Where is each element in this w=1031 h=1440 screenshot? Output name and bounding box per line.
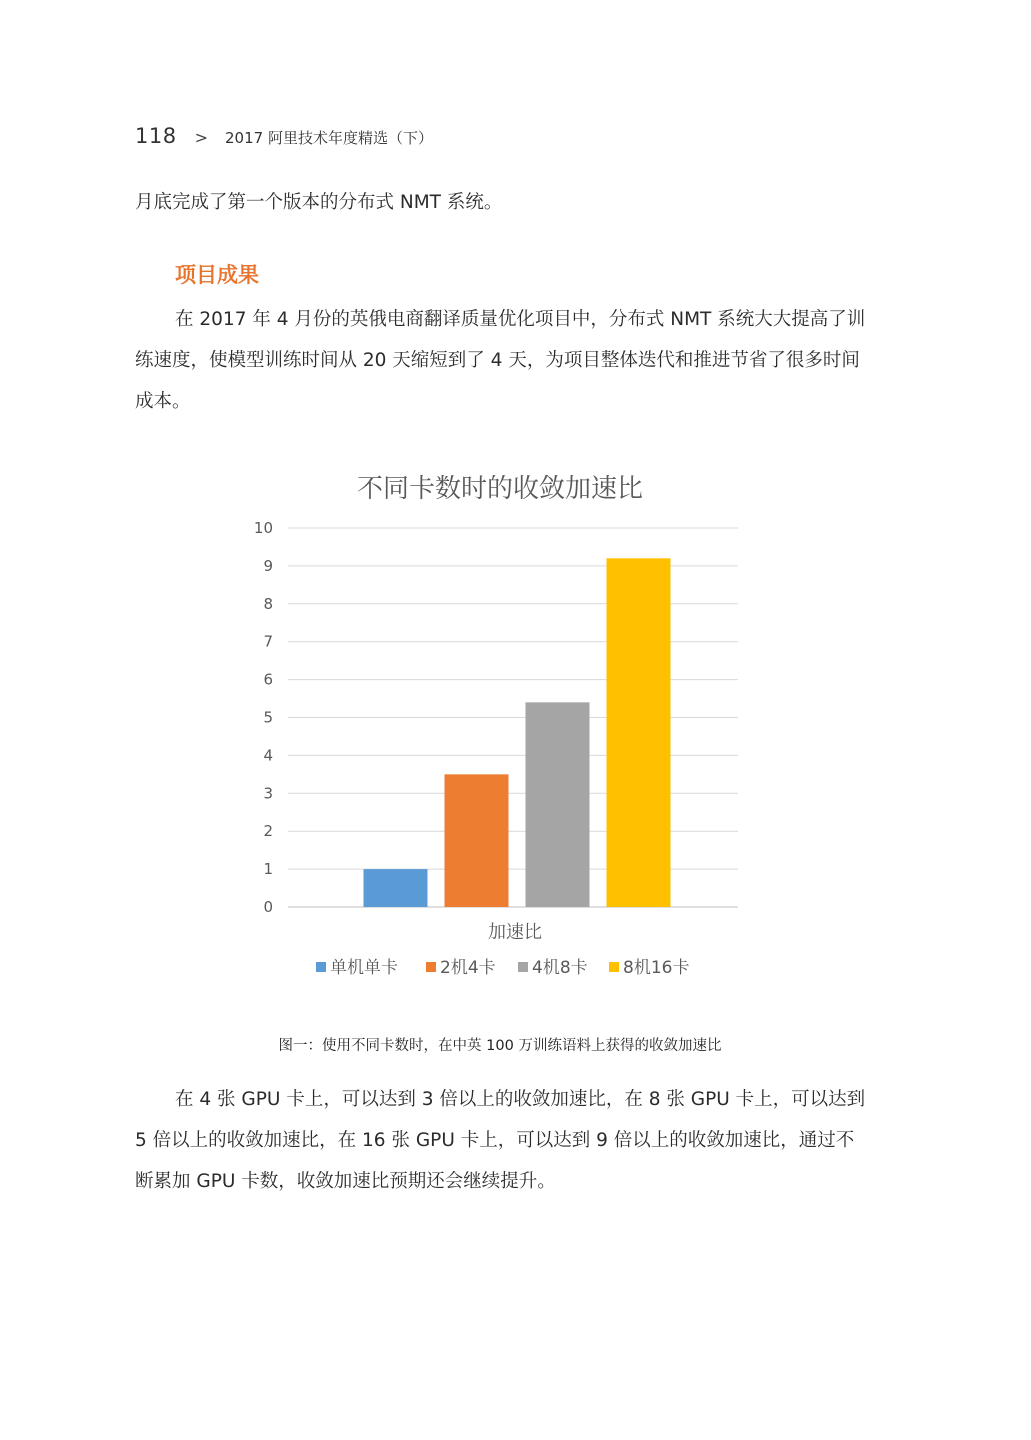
y-tick-label: 2 <box>263 822 273 841</box>
section-heading: 项目成果 <box>175 263 259 287</box>
legend-label: 8机16卡 <box>623 958 690 978</box>
x-category-label: 加速比 <box>488 922 542 943</box>
bar-2机4卡 <box>445 774 509 907</box>
legend-label: 单机单卡 <box>330 958 398 978</box>
bar-4机8卡 <box>526 702 590 907</box>
legend-swatch <box>609 962 619 972</box>
legend-label: 4机8卡 <box>532 958 588 978</box>
y-tick-label: 7 <box>263 632 273 651</box>
bar-8机16卡 <box>607 558 671 907</box>
y-tick-label: 9 <box>263 556 273 575</box>
paragraph-conclusion: 在 4 张 GPU 卡上，可以达到 3 倍以上的收敛加速比，在 8 张 GPU 卡上，可以达到 5 倍以上的收敛加速比，在 16 张 GPU 卡上，可以达到 9 倍以上的收敛加速比，通过不断累加 GPU 卡数，收敛加速比预期还会继续提升。 <box>135 1089 866 1192</box>
y-tick-label: 8 <box>263 594 273 613</box>
paragraph-result: 在 2017 年 4 月份的英俄电商翻译质量优化项目中，分布式 NMT 系统大大提高了训练速度，使模型训练时间从 20 天缩短到了 4 天，为项目整体迭代和推进节省了很多时间成本。 <box>135 309 866 412</box>
y-tick-label: 6 <box>263 670 273 689</box>
y-tick-label: 0 <box>263 898 273 916</box>
y-tick-label: 1 <box>263 860 273 879</box>
legend-swatch <box>426 962 436 972</box>
legend-swatch <box>316 962 326 972</box>
book-title: 2017 阿里技术年度精选（下） <box>225 129 433 147</box>
page-number: 118 <box>135 124 177 148</box>
header-separator: > <box>194 128 208 147</box>
y-tick-label: 4 <box>263 746 273 765</box>
speedup-bar-chart <box>240 455 760 1000</box>
y-tick-label: 3 <box>263 784 273 803</box>
bar-单机单卡 <box>364 869 428 907</box>
page-header <box>135 124 433 154</box>
y-tick-label: 5 <box>263 708 273 727</box>
y-tick-label: 10 <box>253 519 273 537</box>
paragraph-intro: 月底完成了第一个版本的分布式 NMT 系统。 <box>135 192 503 213</box>
legend-label: 2机4卡 <box>440 958 496 978</box>
legend-swatch <box>518 962 528 972</box>
figure-caption: 图一：使用不同卡数时，在中英 100 万训练语料上获得的收敛加速比 <box>278 1038 722 1054</box>
chart-title: 不同卡数时的收敛加速比 <box>356 474 644 504</box>
